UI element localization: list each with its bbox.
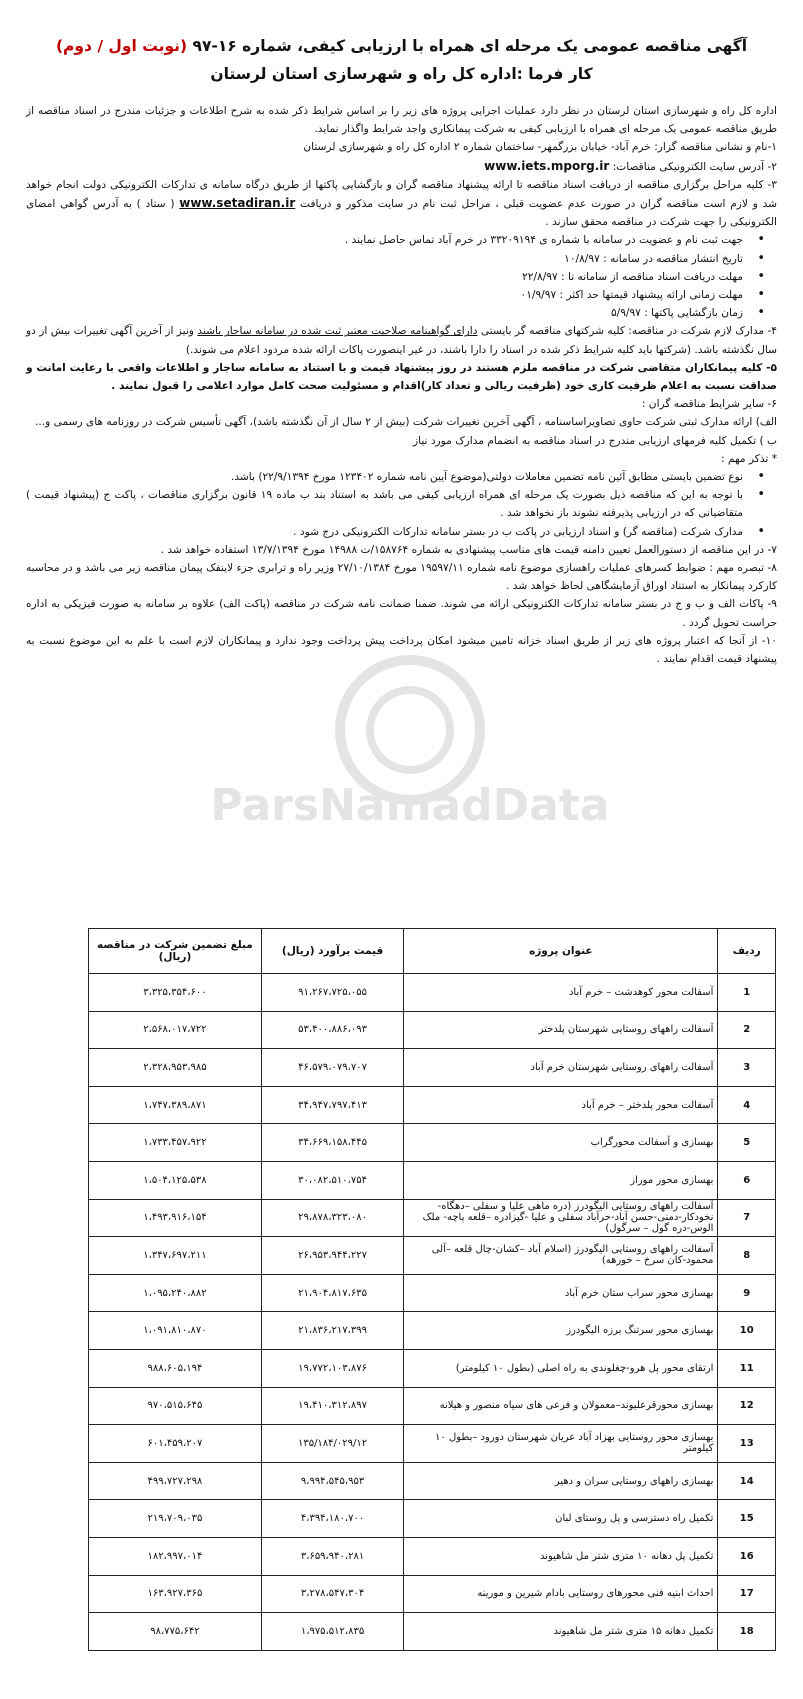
bond-value: ۹۸۸،۶۰۵،۱۹۴ [89,1349,262,1387]
item-5: ۵- کلیه پیمانکاران متقاضی شرکت در مناقصه ملزم هستند در روز پیشنهاد قیمت و با استناد به سامانه ساجار و اطلاعات واقعی با رعایت امانت و صداقت نسبت به اعلام ظرفیت کاری خود (ظرفیت ریالی و تعداد کار)اقدام و مسئولیت صحت کامل موارد اعلامی را قبول نمایند . [26,361,777,393]
schedule-item-publish: • تاریخ انتشار مناقصه در سامانه : ۱۰/۸/۹۷ [26,250,743,268]
notice-title [0,36,803,57]
header-project-title: عنوان پروژه [404,929,718,974]
item-6-a: الف) ارائه مدارک ثبتی شرکت حاوی تصاویراساسنامه ، آگهی آخرین تغییرات شرکت (بیش از ۲ سال از آن نگذشته باشد)، آگهی تأسیس شرکت در روزنامه های رسمی و... [35,416,777,429]
project-title: بهسازی راههای روستایی سران و دهیر [404,1462,718,1500]
project-title: بهسازی و آسفالت محورگراب [404,1124,718,1162]
table-row [89,1011,776,1049]
row-number: 12 [718,1387,776,1425]
row-number: 10 [718,1312,776,1350]
project-title: ارتقای محور پل هرو-چغلوندی به راه اصلی (بطول ۱۰ کیلومتر) [404,1349,718,1387]
estimate-value: ۲۱،۸۳۶،۲۱۷،۳۹۹ [261,1312,403,1350]
estimate-value: ۴۶،۵۷۹،۰۷۹،۷۰۷ [261,1049,403,1087]
estimate-value: ۱،۹۷۵،۵۱۲،۸۳۵ [261,1613,403,1651]
table-row [89,1312,776,1350]
estimate-value: ۳،۶۵۹،۹۴۰،۲۸۱ [261,1537,403,1575]
estimate-value: ۲۹،۸۷۸،۳۲۳،۰۸۰ [261,1199,403,1237]
estimate-value: ۳۴،۶۶۹،۱۵۸،۴۴۵ [261,1124,403,1162]
table-row [89,1049,776,1087]
bond-value: ۶۰۱،۴۵۹،۲۰۷ [89,1425,262,1463]
row-number: 13 [718,1425,776,1463]
watermark-emblem-icon [200,640,620,940]
table-row [89,1387,776,1425]
bond-value: ۲۱۹،۷۰۹،۰۳۵ [89,1500,262,1538]
estimate-value: ۹،۹۹۴،۵۴۵،۹۵۳ [261,1462,403,1500]
project-title: بهسازی محور سراب ستان خرم آباد [404,1274,718,1312]
bond-value: ۱،۵۰۴،۱۲۵،۵۳۸ [89,1161,262,1199]
item-3-text-b: ( ستاد ) به آدرس [92,198,175,211]
item-9: ۹- پاکات الف و ب و ج در بستر سامانه تدارکات الکترونیکی ارائه می شوند. ضمنا ضمانت نامه شرکت در مناقصه (پاکت الف) علاوه بر سامانه به صورت فیزیکی به اداره حراست تحویل گردد . [26,598,777,629]
bond-value: ۹۷۰،۵۱۵،۶۴۵ [89,1387,262,1425]
schedule-list [26,231,777,322]
project-title: آسفالت راههای روستایی الیگودرز (اسلام آباد –کشان-چال قلعه –آلی محمود-کان سرخ – خورهه) [404,1237,718,1275]
row-number: 11 [718,1349,776,1387]
item-4-text-a: ۴- مدارک لازم شرکت در مناقصه: کلیه شرکتهای مناقصه گر بایستی [480,325,777,338]
project-title: احداث ابنیه فنی محورهای روستایی بادام شیرین و مورینه [404,1575,718,1613]
project-title: بهسازی محور روستایی بهزاد آباد عریان شهرستان دورود –بطول ۱۰ کیلومتر [404,1425,718,1463]
bond-value: ۹۸،۷۷۵،۶۴۲ [89,1613,262,1651]
table-row [89,1500,776,1538]
bond-value: ۱۶۳،۹۲۷،۳۶۵ [89,1575,262,1613]
watermark-text: ParsNamadData [210,780,610,831]
notice-title-main: آگهی مناقصه عمومی یک مرحله ای همراه با ارزیابی کیفی، شماره ۱۶-۹۷ [192,37,748,55]
bond-value: ۲،۳۲۸،۹۵۳،۹۸۵ [89,1049,262,1087]
bond-value: ۱،۴۹۳،۹۱۶،۱۵۴ [89,1199,262,1237]
project-title: آسفالت راههای روستایی شهرستان پلدختر [404,1011,718,1049]
table-row [89,1086,776,1124]
bond-value: ۱،۷۴۷،۳۸۹،۸۷۱ [89,1086,262,1124]
table-row [89,974,776,1012]
table-row [89,1349,776,1387]
estimate-value: ۳،۲۷۸،۵۴۷،۳۰۴ [261,1575,403,1613]
item-6-title: ۶- سایر شرایط مناقصه گران : [641,398,777,411]
item-3-text-a: ۳- کلیه مراحل برگزاری مناقصه از دریافت اسناد مناقصه تا ارائه پیشنهاد مناقصه گران و بازگشایی پاکتها از طریق درگاه سامانه ی تدارکات الکترونیکی دولت انجام خواهد شد و لازم است مناقصه گران در صورت عدم عضویت قبلی ، مراحل ثبت نام در سایت مذکور و دریافت [26,178,778,211]
row-number: 18 [718,1613,776,1651]
item-3 [26,176,777,232]
row-number: 7 [718,1199,776,1237]
project-title: آسفالت محور کوهدشت – خرم آباد [404,974,718,1012]
notice-body [26,102,777,668]
bond-value: ۲،۵۶۸،۰۱۷،۷۲۲ [89,1011,262,1049]
intro-paragraph: اداره کل راه و شهرسازی استان لرستان در نظر دارد عملیات اجرایی پروژه های زیر را بر اساس شرایط ذکر شده به شرح اطلاعات و جزئیات مندرج در اسناد مناقصه از طریق مناقصه عمومی یک مرحله ای همراه با ارزیابی کیفی به شرکت پیمانکاری واجد شرایط واگذار نماید. [26,105,777,136]
item-7: ۷- در این مناقصه از دستورالعمل تعیین دامنه قیمت های مناسب پیشنهادی به شماره ۱۵۸۷۶۴/ت ۱۴۹۸۸ مورخ ۱۳/۷/۱۳۹۴ استفاده خواهد شد . [160,543,777,556]
item-website [26,157,777,176]
website-link[interactable]: www.iets.mporg.ir [484,158,610,173]
estimate-value: ۴،۳۹۴،۱۸۰،۷۰۰ [261,1500,403,1538]
estimate-value: ۹۱،۲۶۷،۷۲۵،۰۵۵ [261,974,403,1012]
project-title: تکمیل پل دهانه ۱۰ متری شتر مل شاهیوند [404,1537,718,1575]
row-number: 1 [718,974,776,1012]
table-row [89,1462,776,1500]
table-row [89,1237,776,1275]
estimate-value: ۲۱،۹۰۴،۸۱۷،۶۳۵ [261,1274,403,1312]
table-row [89,1537,776,1575]
table-row [89,1199,776,1237]
row-number: 15 [718,1500,776,1538]
setad-link[interactable]: www.setadiran.ir [179,196,296,211]
project-title: آسفالت محور پلدختر – خرم آباد [404,1086,718,1124]
item-address: ۱-نام و نشانی مناقصه گزار: خرم آباد- خیابان بزرگمهر- ساختمان شماره ۲ اداره کل راه و شهرسازی لرستان [303,141,777,154]
item-4 [26,322,777,358]
table-row [89,1575,776,1613]
row-number: 8 [718,1237,776,1275]
estimate-value: ۳۴،۹۴۷،۷۹۷،۴۱۳ [261,1086,403,1124]
schedule-item-opening: • زمان بازگشایی پاکتها : ۵/۹/۹۷ [26,304,743,322]
bond-value: ۳،۳۲۵،۳۵۴،۶۰۰ [89,974,262,1012]
header-bond: مبلغ تضمین شرکت در مناقصه (ریال) [89,929,262,974]
row-number: 4 [718,1086,776,1124]
project-title: بهسازی محورقرعلیوند–معمولان و فرعی های سیاه منصور و هیلانه [404,1387,718,1425]
estimate-value: ۱۹،۷۷۲،۱۰۳،۸۷۶ [261,1349,403,1387]
estimate-value: ۵۳،۴۰۰،۸۸۶،۰۹۳ [261,1011,403,1049]
header-estimate: قیمت برآورد (ریال) [261,929,403,974]
estimate-value: ۲۶،۹۵۳،۹۴۴،۲۲۷ [261,1237,403,1275]
row-number: 9 [718,1274,776,1312]
row-number: 5 [718,1124,776,1162]
header-row-number: ردیف [718,929,776,974]
table-row [89,1161,776,1199]
item-6-b: ب ) تکمیل کلیه فرمهای ارزیابی مندرج در اسناد مناقصه به انضمام مدارک مورد نیاز [412,434,777,447]
note-item-bond-type: • نوع تضمین بایستی مطابق آئین نامه تضمین معاملات دولتی(موضوع آیین نامه شماره ۱۲۳۴۰۲ مورخ ۲۲/۹/۱۳۹۴) باشد. [26,468,743,486]
item-4-text-c: ونیز از آخرین آگهی تغییرات بیش از دو سال نگذشته باشد. (شرکتها باید کلیه شرایط ذکر شده در اسناد را دارا باشند، در غیر اینصورت پاکات ارائه شده مردود اعلام می شوند.) [26,325,777,356]
estimate-value: ۳۰،۰۸۲،۵۱۰،۷۵۴ [261,1161,403,1199]
table-row [89,1124,776,1162]
bond-value: ۱،۷۳۳،۴۵۷،۹۲۲ [89,1124,262,1162]
project-title: بهسازی محور سرتنگ برزه الیگودرز [404,1312,718,1350]
project-title: بهسازی محور موراز [404,1161,718,1199]
note-item-documents: • مدارک شرکت (مناقصه گر) و اسناد ارزیابی در پاکت ب در بستر سامانه تدارکات الکترونیکی درج شود . [26,523,743,541]
watermark-logo [200,640,620,940]
bond-value: ۴۹۹،۷۲۷،۲۹۸ [89,1462,262,1500]
schedule-item-offer: • مهلت زمانی ارائه پیشنهاد قیمتها حد اکثر : ۰۱/۹/۹۷ [26,286,743,304]
table-row [89,1274,776,1312]
bond-value: ۱۸۲،۹۹۷،۰۱۴ [89,1537,262,1575]
project-title: تکمیل دهانه ۱۵ متری شتر مل شاهیوند [404,1613,718,1651]
notice-round: (نوبت اول / دوم) [55,37,188,55]
estimate-value: ۱۹،۴۱۰،۳۱۲،۸۹۷ [261,1387,403,1425]
employer-line: کار فرما :اداره کل راه و شهرسازی استان لرستان [210,65,593,83]
table-header-row [89,929,776,974]
schedule-item-register: • جهت ثبت نام و عضویت در سامانه با شماره ی ۳۳۲۰۹۱۹۴ در خرم آباد تماس حاصل نمایند . [26,231,743,249]
table-row [89,1425,776,1463]
item-10: ۱۰- از آنجا که اعتبار پروژه های زیر از طریق اسناد خزانه تامین میشود امکان پرداخت پیش پرداخت وجود ندارد و پیمانکاران لازم است با علم به این موضوع نسبت به پیشنهاد قیمت اقدام نمایند . [26,634,777,666]
item-3-text-c: گواهی امضای الکترونیکی را جهت شرکت در مناقصه محقق سازند . [26,198,777,229]
estimate-value: ۱۳۵/۱۸۴/۰۲۹/۱۲ [261,1425,403,1463]
note-list [26,468,777,541]
note-item-evaluation: • با توجه به این که مناقصه ذیل بصورت یک مرحله ای همراه ارزیابی کیفی می باشد به استناد بند ب ماده ۱۹ قانون برگزاری مناقصات ، پاکت ج (پیشنهاد قیمت ) متقاضیانی که در ارزیابی پذیرفته نشوند باز نخواهد شد . [26,486,743,522]
row-number: 14 [718,1462,776,1500]
schedule-item-docs: • مهلت دریافت اسناد مناقصه از سامانه تا : ۲۲/۸/۹۷ [26,268,743,286]
website-label: ۲- آدرس سایت الکترونیکی مناقصات: [612,160,777,173]
item-8: ۸- تبصره مهم : ضوابط کسرهای عملیات راهسازی موضوع نامه شماره ۱۹۵۹۷/۱۱ مورخ ۲۷/۱۰/۱۳۸۴ وزیر راه و ترابری جزء لاینفک پیمان مناقصه زیر می باشد و در محاسبه کارکرد پیمانکار به استناد اوراق آزمایشگاهی لحاظ خواهد شد . [26,562,777,593]
project-title: آسفالت راههای روستایی شهرستان خرم آباد [404,1049,718,1087]
project-title: آسفالت راههای روستایی الیگودرز (دره ماهی علیا و سفلی –دهگاه-نخودکار-دمنی-حسن آباد-حرآباد سفلی و علیا -گیزادره –قلعه پاچه- ملک الوس-دره گول – سرگول) [404,1199,718,1237]
bond-value: ۱،۰۹۵،۲۴۰،۸۸۲ [89,1274,262,1312]
row-number: 6 [718,1161,776,1199]
projects-table [88,928,776,1651]
bond-value: ۱،۳۴۷،۶۹۷،۲۱۱ [89,1237,262,1275]
table-row [89,1613,776,1651]
row-number: 17 [718,1575,776,1613]
item-4-text-b: دارای گواهینامه صلاحیت معتبر ثبت شده در سامانه ساجار باشند [197,325,478,338]
row-number: 2 [718,1011,776,1049]
project-title: تکمیل راه دسترسی و پل روستای لبان [404,1500,718,1538]
row-number: 3 [718,1049,776,1087]
note-title: * تذکر مهم : [721,452,777,465]
bond-value: ۱،۰۹۱،۸۱۰،۸۷۰ [89,1312,262,1350]
row-number: 16 [718,1537,776,1575]
